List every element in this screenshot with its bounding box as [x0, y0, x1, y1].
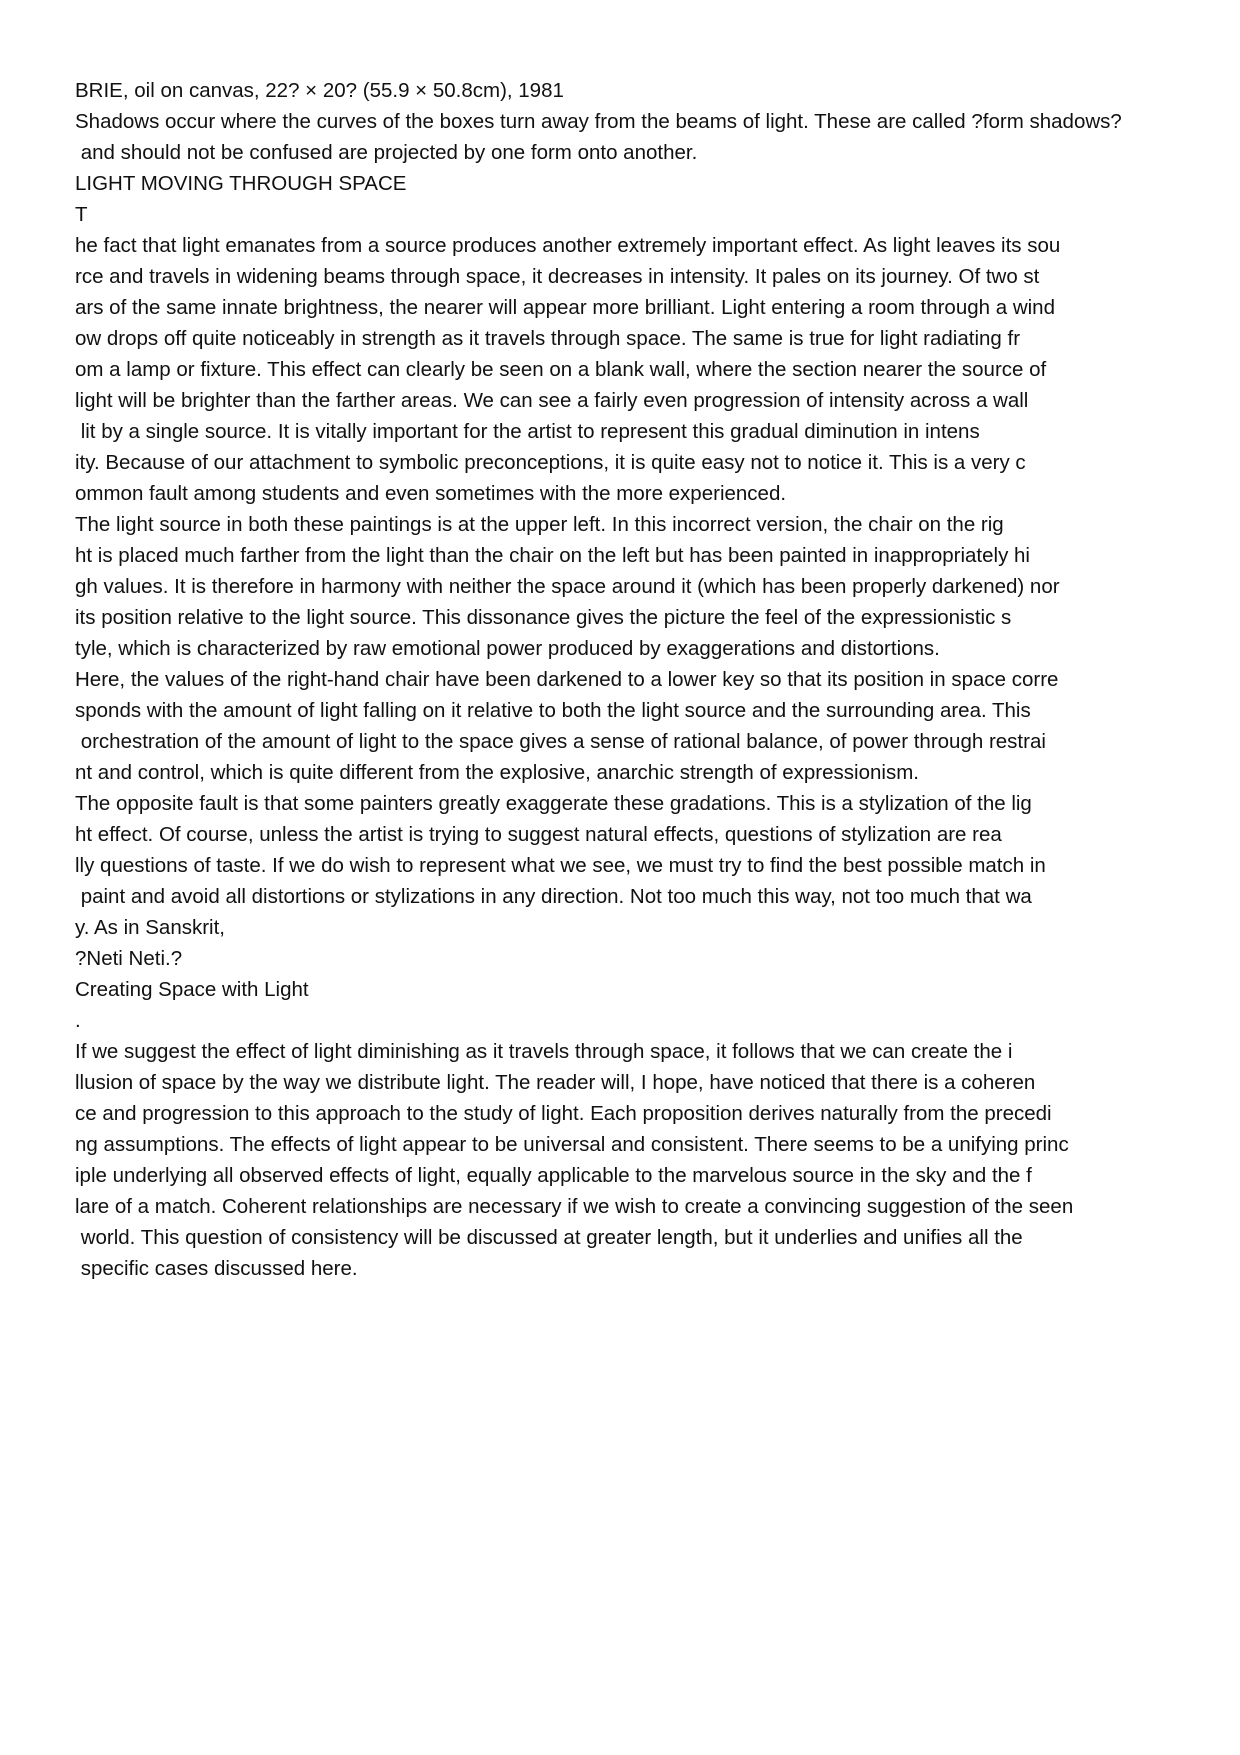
- body-text: [75, 75, 1195, 1284]
- text-line: orchestration of the amount of light to the space gives a sense of rational balance, of power through restrai: [75, 730, 1046, 753]
- text-line: The light source in both these paintings is at the upper left. In this incorrect version, the chair on the rig: [75, 513, 1004, 536]
- text-line: he fact that light emanates from a source produces another extremely important effect. As light leaves its sou: [75, 234, 1061, 257]
- text-line: lit by a single source. It is vitally important for the artist to represent this gradual diminution in intens: [75, 420, 980, 443]
- text-line: ars of the same innate brightness, the nearer will appear more brilliant. Light entering a room through a wind: [75, 296, 1055, 319]
- text-line: world. This question of consistency will be discussed at greater length, but it underlies and unifies all the: [75, 1226, 1023, 1249]
- text-line: ow drops off quite noticeably in strength as it travels through space. The same is true for light radiating fr: [75, 327, 1021, 350]
- text-line: tyle, which is characterized by raw emotional power produced by exaggerations and distortions.: [75, 637, 940, 660]
- text-line: ce and progression to this approach to the study of light. Each proposition derives naturally from the precedi: [75, 1102, 1052, 1125]
- text-line: BRIE, oil on canvas, 22? × 20? (55.9 × 50.8cm), 1981: [75, 79, 564, 102]
- text-line: om a lamp or fixture. This effect can clearly be seen on a blank wall, where the section nearer the source of: [75, 358, 1047, 381]
- text-line: and should not be confused are projected by one form onto another.: [75, 141, 698, 164]
- text-line: lly questions of taste. If we do wish to represent what we see, we must try to find the best possible match in: [75, 854, 1046, 877]
- text-line: Shadows occur where the curves of the boxes turn away from the beams of light. These are called ?form shadows?: [75, 110, 1122, 133]
- text-line: its position relative to the light source. This dissonance gives the picture the feel of the expressionistic s: [75, 606, 1012, 629]
- text-line: LIGHT MOVING THROUGH SPACE: [75, 172, 407, 195]
- text-line: The opposite fault is that some painters greatly exaggerate these gradations. This is a stylization of the lig: [75, 792, 1032, 815]
- text-line: If we suggest the effect of light diminishing as it travels through space, it follows that we can create the i: [75, 1040, 1013, 1063]
- text-line: ity. Because of our attachment to symbolic preconceptions, it is quite easy not to notice it. This is a very c: [75, 451, 1026, 474]
- text-line: llusion of space by the way we distribute light. The reader will, I hope, have noticed that there is a coheren: [75, 1071, 1036, 1094]
- text-line: sponds with the amount of light falling on it relative to both the light source and the surrounding area. This: [75, 699, 1031, 722]
- text-line: gh values. It is therefore in harmony with neither the space around it (which has been properly darkened) nor: [75, 575, 1060, 598]
- text-line: .: [75, 1009, 81, 1032]
- text-line: y. As in Sanskrit,: [75, 916, 226, 939]
- text-line: T: [75, 203, 88, 226]
- text-line: specific cases discussed here.: [75, 1257, 358, 1280]
- text-line: lare of a match. Coherent relationships are necessary if we wish to create a convincing suggestion of the seen: [75, 1195, 1074, 1218]
- text-line: nt and control, which is quite different from the explosive, anarchic strength of expressionism.: [75, 761, 919, 784]
- text-line: light will be brighter than the farther areas. We can see a fairly even progression of intensity across a wall: [75, 389, 1029, 412]
- text-line: ht effect. Of course, unless the artist is trying to suggest natural effects, questions of stylization are rea: [75, 823, 1002, 846]
- text-line: Here, the values of the right-hand chair have been darkened to a lower key so that its position in space corre: [75, 668, 1059, 691]
- text-line: paint and avoid all distortions or stylizations in any direction. Not too much this way, not too much that wa: [75, 885, 1032, 908]
- text-line: ht is placed much farther from the light than the chair on the left but has been painted in inappropriately hi: [75, 544, 1030, 567]
- text-line: ommon fault among students and even sometimes with the more experienced.: [75, 482, 787, 505]
- text-line: iple underlying all observed effects of light, equally applicable to the marvelous source in the sky and the f: [75, 1164, 1032, 1187]
- text-line: ng assumptions. The effects of light appear to be universal and consistent. There seems to be a unifying princ: [75, 1133, 1069, 1156]
- text-line: ?Neti Neti.?: [75, 947, 183, 970]
- text-line: rce and travels in widening beams through space, it decreases in intensity. It pales on its journey. Of two st: [75, 265, 1040, 288]
- text-line: Creating Space with Light: [75, 978, 309, 1001]
